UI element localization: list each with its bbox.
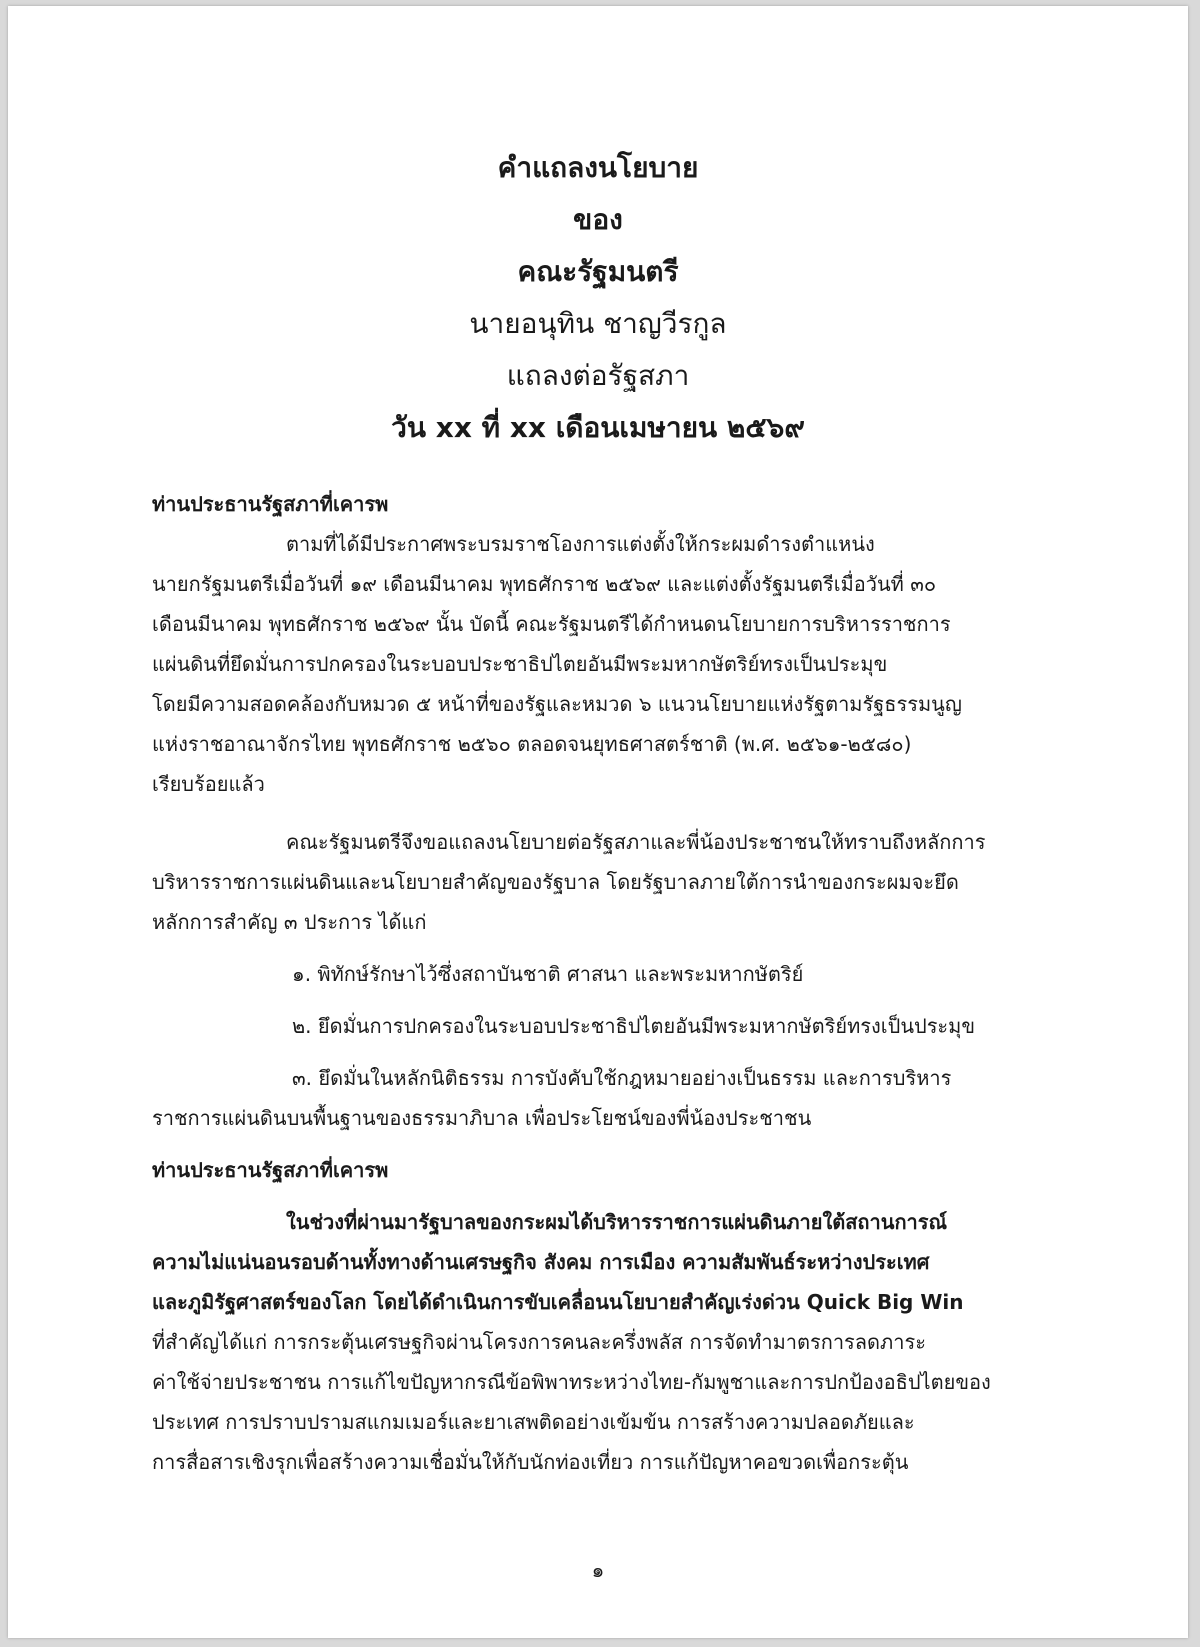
title-prime-minister-name: นายอนุทิน ชาญวีรกูล xyxy=(469,307,727,340)
document-body xyxy=(152,484,1058,1482)
paragraph-line-bold: และภูมิรัฐศาสตร์ของโลก โดยได้ดำเนินการขับเคลื่อนนโยบายสำคัญเร่งด่วน Quick Big Win xyxy=(152,1290,964,1314)
paragraph-line: การสื่อสารเชิงรุกเพื่อสร้างความเชื่อมั่นให้กับนักท่องเที่ยว การแก้ปัญหาคอขวดเพื่อกระตุ้น xyxy=(152,1450,909,1474)
paragraph-line: นายกรัฐมนตรีเมื่อวันที่ ๑๙ เดือนมีนาคม พุทธศักราช ๒๕๖๙ และแต่งตั้งรัฐมนตรีเมื่อวันที่ ๓๐ xyxy=(152,572,937,596)
title-to-parliament: แถลงต่อรัฐสภา xyxy=(506,359,690,392)
title-policy-statement: คำแถลงนโยบาย xyxy=(497,151,699,184)
list-item-continuation: ราชการแผ่นดินบนพื้นฐานของธรรมาภิบาล เพื่อประโยชน์ของพี่น้องประชาชน xyxy=(152,1106,812,1130)
paragraph-appointment xyxy=(152,524,1058,804)
title-date: วัน xx ที่ xx เดือนเมษายน ๒๕๖๙ xyxy=(391,411,805,444)
principles-list xyxy=(152,954,1058,1138)
page-number: ๑ xyxy=(591,1558,605,1582)
salutation-heading: ท่านประธานรัฐสภาที่เคารพ xyxy=(152,1158,389,1182)
list-item: ๒. ยึดมั่นการปกครองในระบอบประชาธิปไตยอันมีพระมหากษัตริย์ทรงเป็นประมุข xyxy=(292,1014,976,1038)
paragraph-line: โดยมีความสอดคล้องกับหมวด ๕ หน้าที่ของรัฐและหมวด ๖ แนวนโยบายแห่งรัฐตามรัฐธรรมนูญ xyxy=(152,692,962,716)
salutation-heading: ท่านประธานรัฐสภาที่เคารพ xyxy=(152,492,389,516)
list-item: ๑. พิทักษ์รักษาไว้ซึ่งสถาบันชาติ ศาสนา และพระมหากษัตริย์ xyxy=(292,962,804,986)
paragraph-line-bold: ในช่วงที่ผ่านมารัฐบาลของกระผมได้บริหารราชการแผ่นดินภายใต้สถานการณ์ xyxy=(286,1210,948,1234)
paragraph-line: บริหารราชการแผ่นดินและนโยบายสำคัญของรัฐบาล โดยรัฐบาลภายใต้การนำของกระผมจะยึด xyxy=(152,870,959,894)
paragraph-government-performance xyxy=(152,1202,1058,1482)
document-page xyxy=(8,6,1188,1638)
paragraph-line: ประเทศ การปราบปรามสแกมเมอร์และยาเสพติดอย่างเข้มข้น การสร้างความปลอดภัยและ xyxy=(152,1410,915,1434)
paragraph-line: คณะรัฐมนตรีจึงขอแถลงนโยบายต่อรัฐสภาและพี่น้องประชาชนให้ทราบถึงหลักการ xyxy=(286,830,986,854)
paragraph-line: เดือนมีนาคม พุทธศักราช ๒๕๖๙ นั้น บัดนี้ คณะรัฐมนตรีได้กำหนดนโยบายการบริหารราชการ xyxy=(152,612,951,636)
title-cabinet: คณะรัฐมนตรี xyxy=(517,255,679,288)
paragraph-line: ที่สำคัญได้แก่ การกระตุ้นเศรษฐกิจผ่านโครงการคนละครึ่งพลัส การจัดทำมาตรการลดภาระ xyxy=(152,1330,926,1354)
paragraph-line: เรียบร้อยแล้ว xyxy=(152,772,265,796)
title-of: ของ xyxy=(573,203,623,236)
paragraph-line-bold: ความไม่แน่นอนรอบด้านทั้งทางด้านเศรษฐกิจ สังคม การเมือง ความสัมพันธ์ระหว่างประเทศ xyxy=(152,1250,930,1274)
paragraph-line: ค่าใช้จ่ายประชาชน การแก้ไขปัญหากรณีข้อพิพาทระหว่างไทย-กัมพูชาและการปกป้องอธิปไตยของ xyxy=(152,1370,991,1394)
paragraph-line: แผ่นดินที่ยึดมั่นการปกครองในระบอบประชาธิปไตยอันมีพระมหากษัตริย์ทรงเป็นประมุข xyxy=(152,652,888,676)
paragraph-line: หลักการสำคัญ ๓ ประการ ได้แก่ xyxy=(152,910,427,934)
document-title-block xyxy=(8,142,1188,454)
paragraph-line: แห่งราชอาณาจักรไทย พุทธศักราช ๒๕๖๐ ตลอดจนยุทธศาสตร์ชาติ (พ.ศ. ๒๕๖๑-๒๕๘๐) xyxy=(152,732,912,756)
list-item: ๓. ยึดมั่นในหลักนิติธรรม การบังคับใช้กฎหมายอย่างเป็นธรรม และการบริหาร xyxy=(292,1066,952,1090)
paragraph-principles-intro xyxy=(152,822,1058,942)
paragraph-line: ตามที่ได้มีประกาศพระบรมราชโองการแต่งตั้งให้กระผมดำรงตำแหน่ง xyxy=(286,532,875,556)
